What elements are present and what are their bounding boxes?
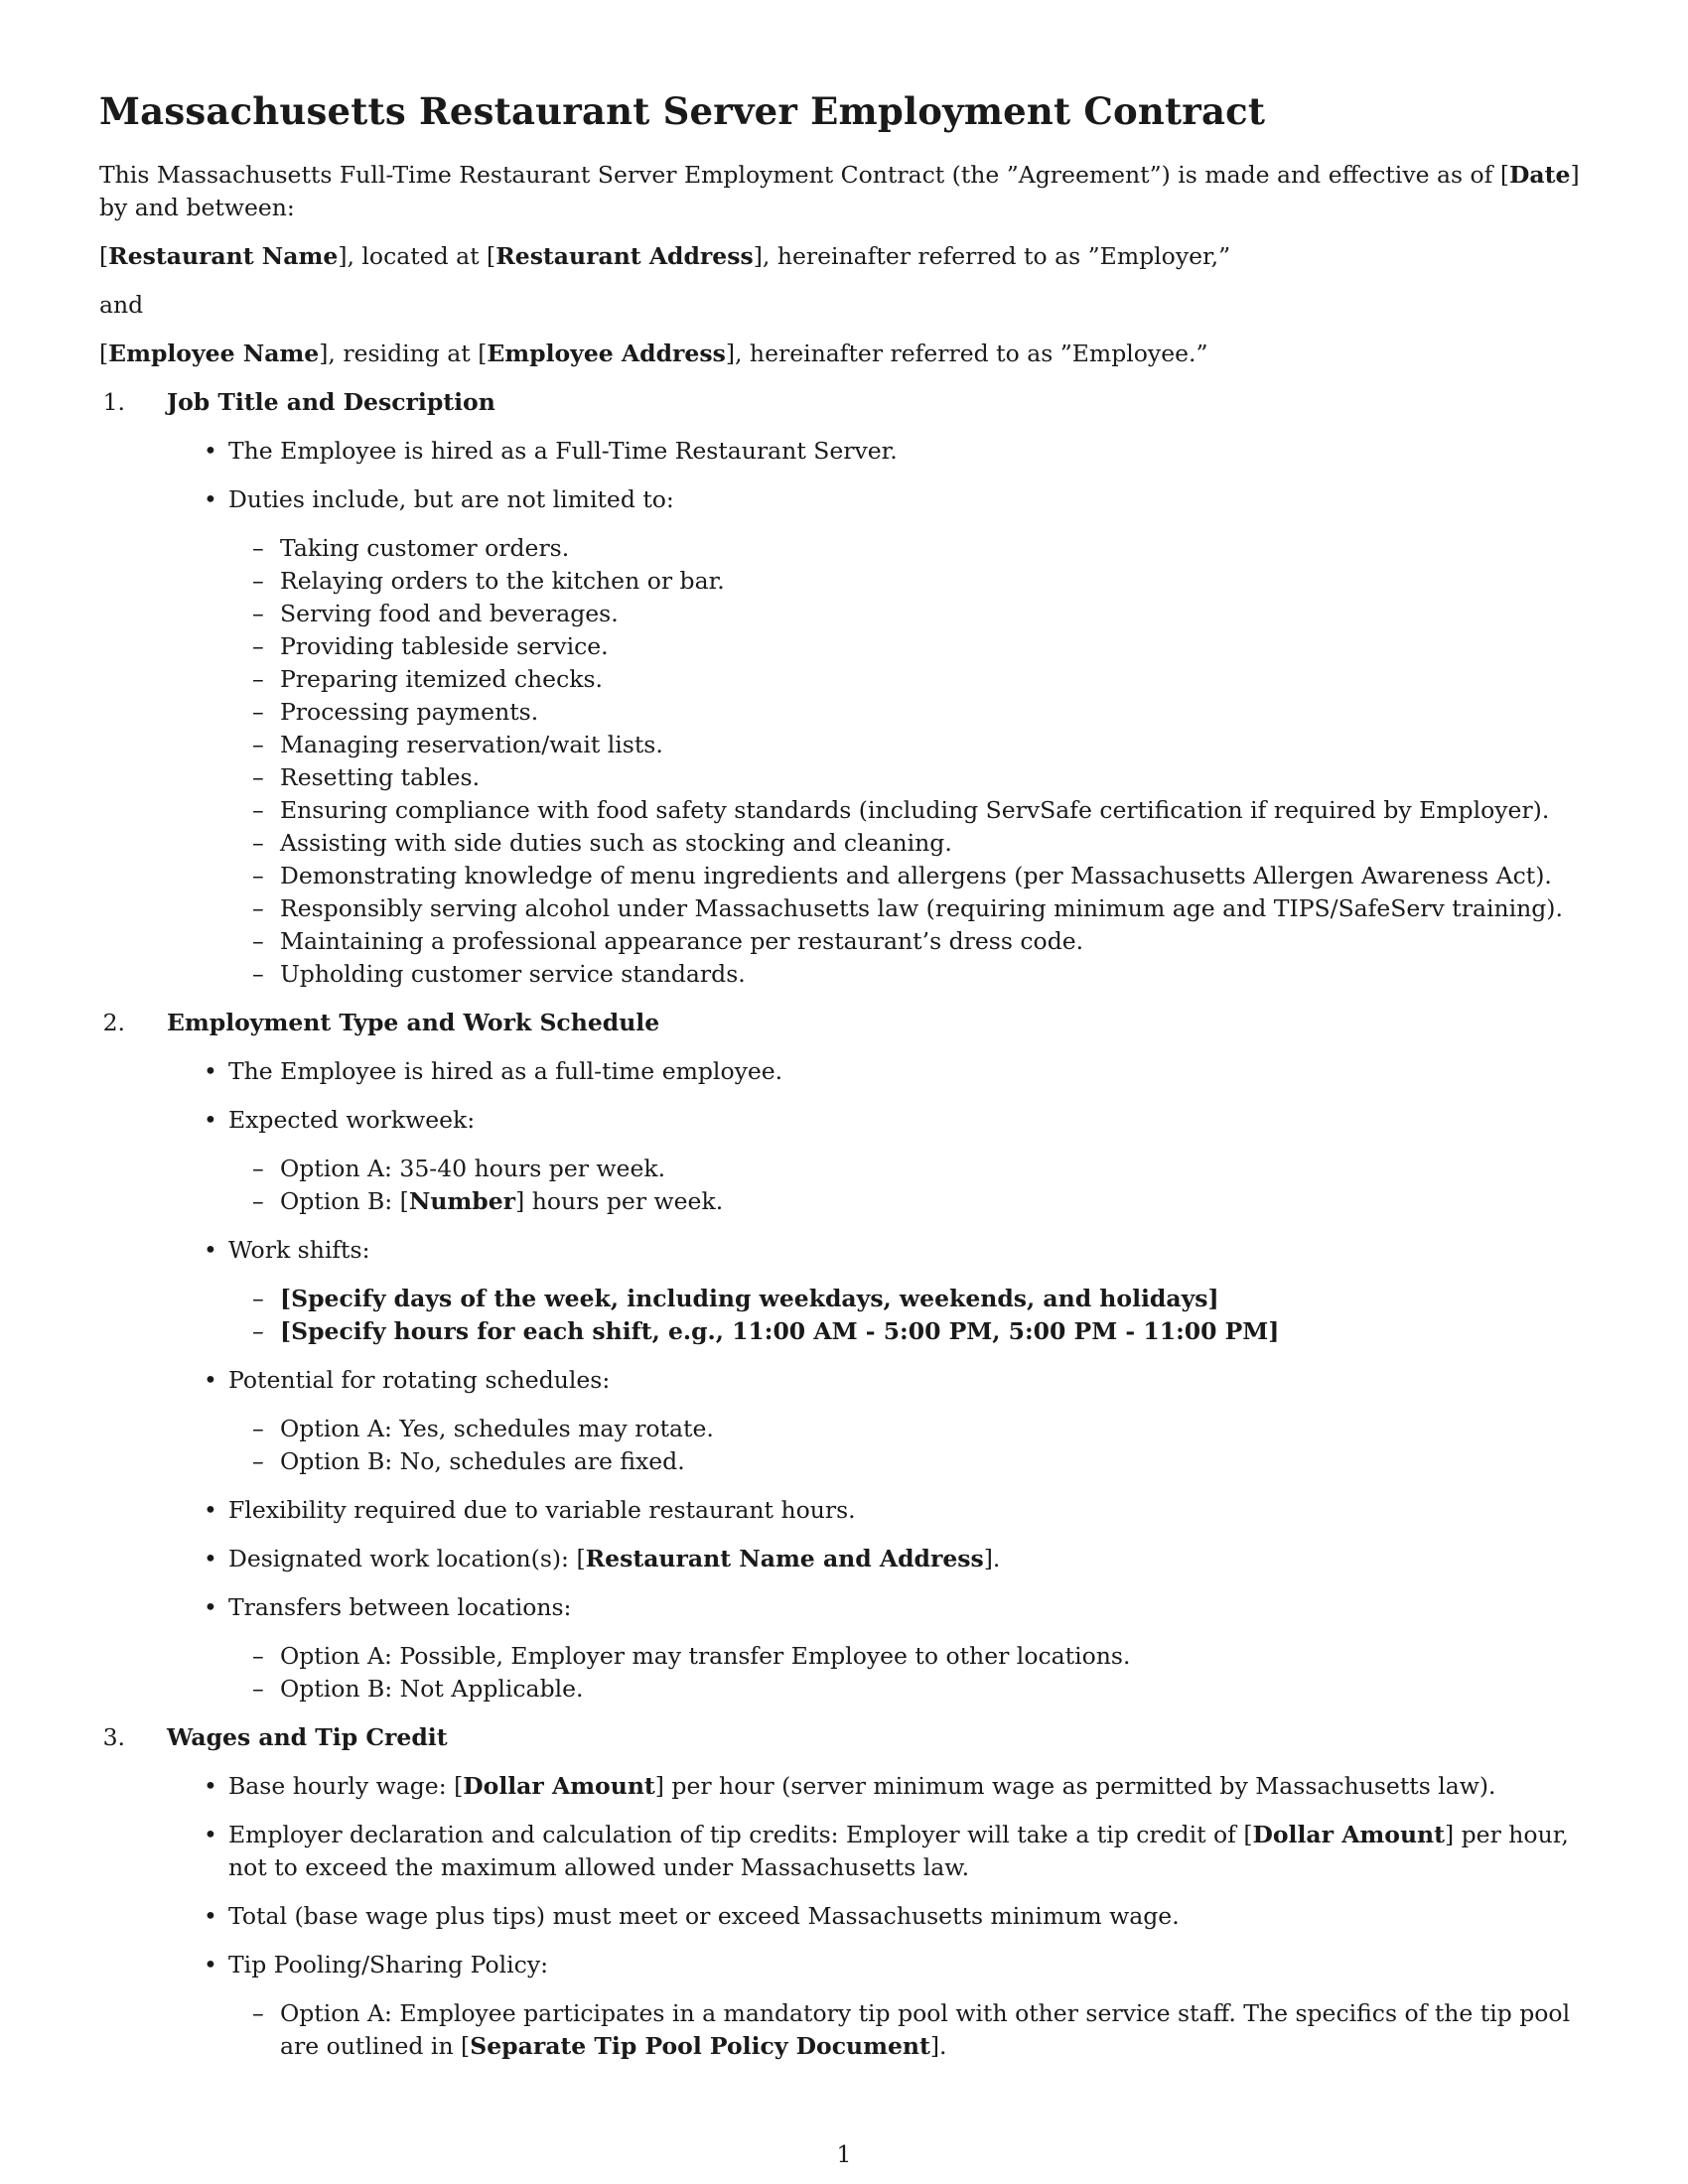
duties-list [228, 532, 1597, 991]
bullet-list [99, 435, 1597, 991]
list-item: – Option A: Yes, schedules may rotate. [280, 1413, 1597, 1445]
document-page [99, 89, 1597, 2079]
bullet-list [99, 1770, 1597, 2063]
list-item: – Relaying orders to the kitchen or bar. [280, 565, 1597, 598]
list-item: – Option A: Employee participates in a mandatory tip pool with other service staff. The specifics of the tip pool are outlined in [Separate Tip Pool Policy Document]. [280, 1997, 1597, 2063]
section-heading [99, 1007, 1597, 1039]
list-item: • Potential for rotating schedules: – Option A: Yes, schedules may rotate. – Option B: No, schedules are fixed. [228, 1364, 1597, 1478]
sections-list [99, 386, 1597, 2063]
section-job-title [99, 386, 1597, 991]
list-item: – Maintaining a professional appearance per restaurant’s dress code. [280, 925, 1597, 958]
section-wages [99, 1721, 1597, 2063]
restaurant-address-placeholder: Restaurant Address [495, 242, 754, 270]
list-item: – Option A: 35-40 hours per week. [280, 1153, 1597, 1185]
shift-options [228, 1283, 1597, 1348]
list-item: – [Specify hours for each shift, e.g., 11:00 AM - 5:00 PM, 5:00 PM - 11:00 PM] [280, 1315, 1597, 1348]
list-item: – [Specify days of the week, including weekdays, weekends, and holidays] [280, 1283, 1597, 1315]
list-item: • Designated work location(s): [Restaurant Name and Address]. [228, 1543, 1597, 1575]
list-item: – Option A: Possible, Employer may transfer Employee to other locations. [280, 1640, 1597, 1673]
list-item: • Tip Pooling/Sharing Policy: – Option A: Employee participates in a mandatory tip pool with other service staff. The specifics of the tip pool are outlined in [Separate Tip Pool Policy Document]. [228, 1949, 1597, 2063]
list-item: – Upholding customer service standards. [280, 958, 1597, 991]
list-item: • Employer declaration and calculation of tip credits: Employer will take a tip credit of [Dollar Amount] per hour, not to exceed the maximum allowed under Massachusetts law. [228, 1819, 1597, 1884]
list-item: – Serving food and beverages. [280, 598, 1597, 630]
list-item: – Resetting tables. [280, 761, 1597, 794]
list-item: – Demonstrating knowledge of menu ingredients and allergens (per Massachusetts Allergen Awareness Act). [280, 860, 1597, 892]
transfer-options [228, 1640, 1597, 1706]
tip-policy-placeholder: Separate Tip Pool Policy Document [470, 2032, 930, 2060]
dollar-amount-placeholder: Dollar Amount [463, 1772, 655, 1800]
employee-name-placeholder: Employee Name [108, 340, 320, 367]
list-item: • Duties include, but are not limited to: – Taking customer orders. – Relaying orders to the kitchen or bar. – Serving food and beverages. – Providing tableside service. – Preparing itemized checks. – Processing payments. – Managing reservation/wait lists. – Resetting tables. – Ensuring compliance with food safety standards (including ServSafe certification if required by Employer). – Assisting with side duties such as stocking and cleaning. – Demonstrating knowledge of menu ingredients and allergens (per Massachusetts Allergen Awareness Act). – Responsibly serving alcohol under Massachusetts law (requiring minimum age and TIPS/SafeServ training). – Maintaining a professional appearance per restaurant’s dress code. – Upholding customer service standards. [228, 483, 1597, 991]
list-item: • Total (base wage plus tips) must meet or exceed Massachusetts minimum wage. [228, 1900, 1597, 1933]
list-item: • Expected workweek: – Option A: 35-40 hours per week. – Option B: [Number] hours per week. [228, 1104, 1597, 1218]
employer-paragraph: [Restaurant Name], located at [Restaurant Address], hereinafter referred to as ”Employer,” [99, 242, 1231, 270]
list-item: – Managing reservation/wait lists. [280, 729, 1597, 761]
list-item: – Responsibly serving alcohol under Massachusetts law (requiring minimum age and TIPS/SafeServ training). [280, 892, 1597, 925]
location-placeholder: Restaurant Name and Address [585, 1545, 984, 1572]
list-item: • Transfers between locations: – Option A: Possible, Employer may transfer Employee to other locations. – Option B: Not Applicable. [228, 1591, 1597, 1706]
list-item: – Assisting with side duties such as stocking and cleaning. [280, 827, 1597, 860]
bullet-list [99, 1055, 1597, 1706]
section-title: Employment Type and Work Schedule [167, 1009, 660, 1036]
list-item: • Base hourly wage: [Dollar Amount] per hour (server minimum wage as permitted by Massachusetts law). [228, 1770, 1597, 1803]
list-item: • The Employee is hired as a full-time employee. [228, 1055, 1597, 1088]
list-item: – Option B: No, schedules are fixed. [280, 1445, 1597, 1478]
list-item: – Option B: [Number] hours per week. [280, 1185, 1597, 1218]
and-line: and [99, 291, 144, 319]
section-title: Wages and Tip Credit [167, 1723, 448, 1751]
list-item: – Taking customer orders. [280, 532, 1597, 565]
section-number: 1. [102, 388, 125, 416]
employee-address-placeholder: Employee Address [487, 340, 726, 367]
employee-paragraph: [Employee Name], residing at [Employee Address], hereinafter referred to as ”Employee.” [99, 340, 1208, 367]
list-item: – Providing tableside service. [280, 630, 1597, 663]
dollar-amount-placeholder: Dollar Amount [1252, 1821, 1445, 1848]
list-item: – Ensuring compliance with food safety standards (including ServSafe certification if required by Employer). [280, 794, 1597, 827]
list-item: • Work shifts: – [Specify days of the week, including weekdays, weekends, and holidays] – [Specify hours for each shift, e.g., 11:00 AM - 5:00 PM, 5:00 PM - 11:00 PM] [228, 1234, 1597, 1348]
section-number: 2. [102, 1009, 125, 1036]
section-employment-type [99, 1007, 1597, 1706]
list-item: – Preparing itemized checks. [280, 663, 1597, 696]
page-number: 1 [836, 2140, 852, 2168]
tip-pool-options [228, 1997, 1597, 2063]
document-title: Massachusetts Restaurant Server Employment Contract [99, 89, 1266, 133]
list-item: – Processing payments. [280, 696, 1597, 729]
section-title: Job Title and Description [167, 388, 495, 416]
list-item: – Option B: Not Applicable. [280, 1673, 1597, 1706]
list-item: • The Employee is hired as a Full-Time Restaurant Server. [228, 435, 1597, 468]
section-heading [99, 1721, 1597, 1754]
workweek-options [228, 1153, 1597, 1218]
number-placeholder: Number [408, 1187, 516, 1215]
restaurant-name-placeholder: Restaurant Name [108, 242, 339, 270]
rotation-options [228, 1413, 1597, 1478]
list-item: • Flexibility required due to variable restaurant hours. [228, 1494, 1597, 1527]
intro-paragraph: This Massachusetts Full-Time Restaurant Server Employment Contract (the ”Agreement”) is made and effective as of [Date] by and between: [99, 161, 1580, 221]
date-placeholder: Date [1509, 161, 1571, 189]
section-heading [99, 386, 1597, 419]
section-number: 3. [102, 1723, 125, 1751]
